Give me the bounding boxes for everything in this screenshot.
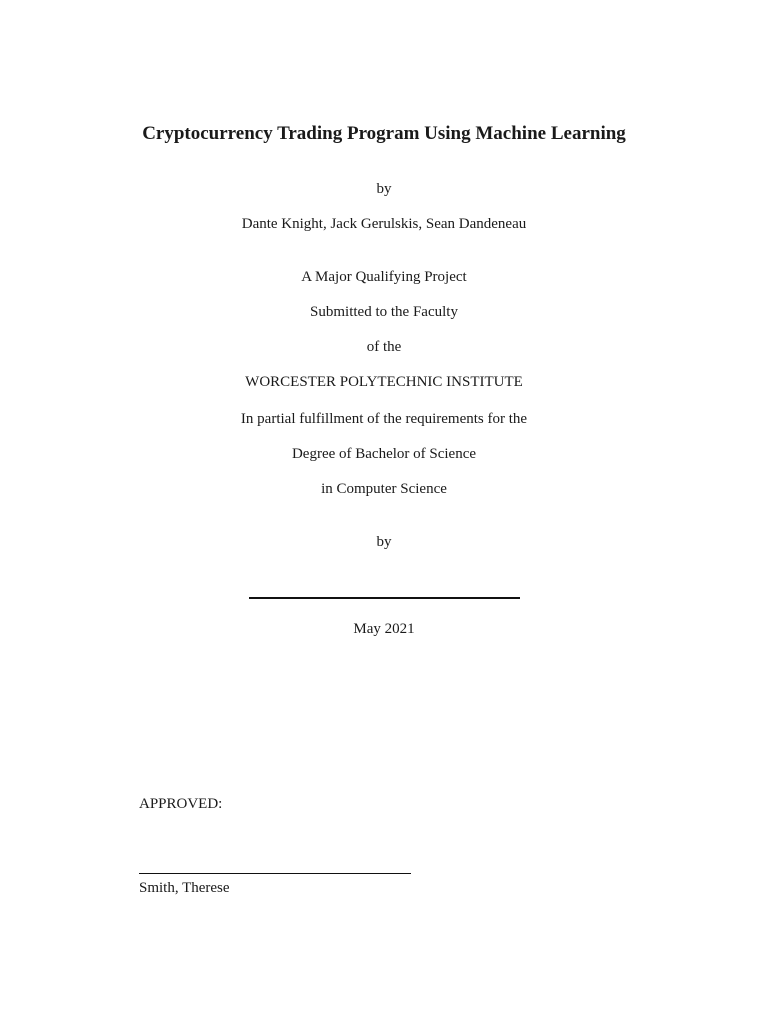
submission-date: May 2021 xyxy=(353,621,415,637)
by-text-bottom: by xyxy=(376,534,392,550)
approved-label: APPROVED: xyxy=(139,796,223,812)
field-line: in Computer Science xyxy=(321,481,447,497)
submission-line: Submitted to the Faculty xyxy=(310,304,458,320)
signature-line-center xyxy=(249,597,520,599)
document-title: Cryptocurrency Trading Program Using Machine Learning xyxy=(142,123,626,144)
project-type: A Major Qualifying Project xyxy=(301,269,467,285)
advisor-signature-line xyxy=(139,873,411,874)
by-text-top: by xyxy=(376,181,392,197)
of-the-line: of the xyxy=(366,339,402,355)
degree-line: Degree of Bachelor of Science xyxy=(291,446,477,462)
institute-name: WORCESTER POLYTECHNIC INSTITUTE xyxy=(245,374,523,390)
advisor-name: Smith, Therese xyxy=(139,880,230,896)
author-list: Dante Knight, Jack Gerulskis, Sean Dandeneau xyxy=(241,216,527,232)
fulfillment-line: In partial fulfillment of the requirements for the xyxy=(240,411,528,427)
